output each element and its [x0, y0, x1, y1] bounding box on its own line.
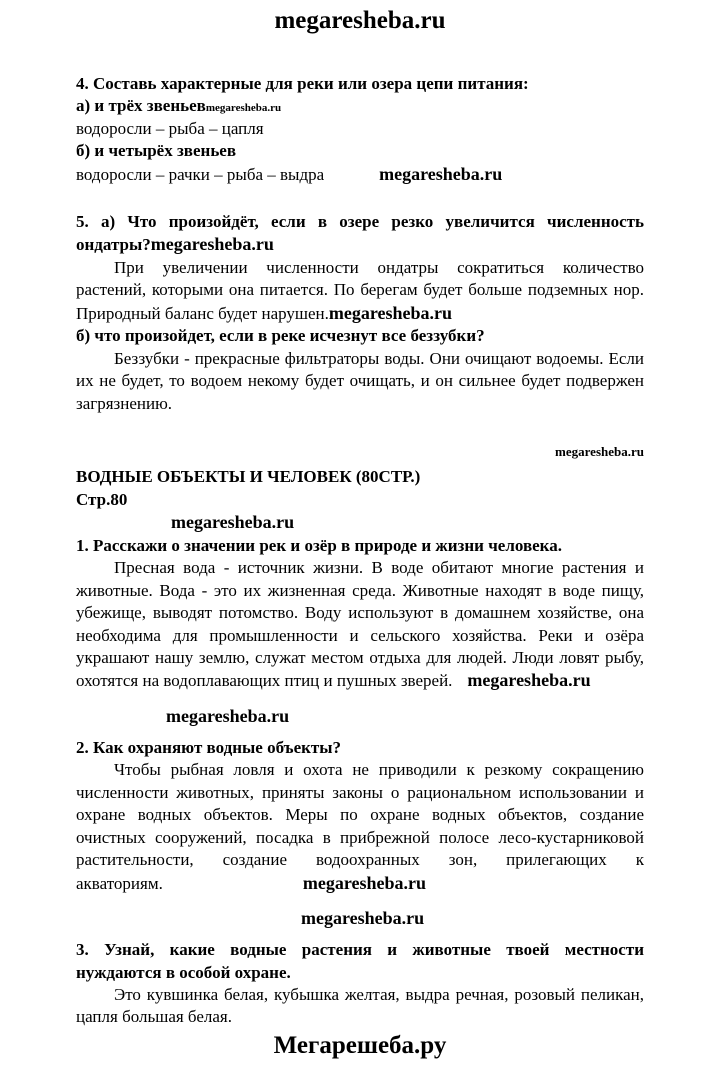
watermark-inline: megaresheba.ru — [467, 670, 591, 691]
watermark-inline: megaresheba.ru — [379, 163, 503, 184]
watermark-inline-small: megaresheba.ru — [205, 102, 282, 115]
watermark-line-center: megaresheba.ru — [301, 908, 425, 929]
page-ref-label: Стр.80 — [76, 489, 128, 509]
q4-chain-b-text: водоросли – рачки – рыба – выдра — [76, 164, 325, 184]
section-title: ВОДНЫЕ ОБЪЕКТЫ И ЧЕЛОВЕК (80СТР.) — [76, 467, 421, 487]
question-4-heading: 4. Составь характерные для реки или озера цепи питания: — [76, 74, 529, 93]
q2-answer-text: Чтобы рыбная ловля и охота не приводили к резкому сокращению численности животных, приняты законы о рациональном использовании и охране водных объектов. Меры по охране водных объектов, создание очистных сооружений, посадка в прибрежной полосе лесо-кустарниковой растительности, создание водоохранных зон, прилегающих к акваториям. — [76, 760, 644, 893]
question-5b-heading: б) что произойдет, если в реке исчезнут все беззубки? — [76, 326, 485, 346]
question-2-heading: 2. Как охраняют водные объекты? — [76, 737, 342, 757]
q4-chain-b — [76, 163, 644, 187]
watermark-line-right: megaresheba.ru — [555, 444, 644, 460]
question-5a-heading — [76, 211, 644, 257]
q4-item-b-label: б) и четырёх звеньев — [76, 141, 237, 161]
q1-answer — [76, 557, 644, 693]
water-objects-section — [76, 466, 644, 1029]
q5a-answer-text: При увеличении численности ондатры сократиться количество растений, которыми она питается. По берегам будет больше подземных нор. Природный баланс будет нарушен. — [76, 257, 644, 323]
q4-a-label-text: а) и трёх звеньев — [76, 96, 206, 116]
q4-chain-a: водоросли – рыба – цапля — [76, 118, 264, 138]
watermark-inline: megaresheba.ru — [328, 302, 453, 323]
question-1-heading: 1. Расскажи о значении рек и озёр в природе и жизни человека. — [76, 535, 562, 555]
question-3-heading: 3. Узнай, какие водные растения и животные твоей местности нуждаются в особой охране. — [76, 940, 644, 982]
q5b-answer: Беззубки - прекрасные фильтраторы воды. Они очищают водоемы. Если их не будет, то водоем некому будет очищать, и он сильнее будет подвержен загрязнению. — [76, 348, 644, 413]
question-4-section — [76, 73, 644, 187]
q5a-heading-text: 5. а) Что произойдёт, если в озере резко увеличится численность ондатры? — [76, 211, 644, 254]
watermark-inline: megaresheba.ru — [302, 872, 426, 893]
watermark-inline: megaresheba.ru — [150, 233, 274, 254]
site-footer-title: Мегарешеба.ру — [273, 1031, 447, 1059]
watermark-line-center: megaresheba.ru — [166, 706, 290, 727]
q2-answer — [76, 759, 644, 895]
site-header-title: megaresheba.ru — [274, 7, 446, 34]
q4-item-a-label — [76, 95, 644, 117]
q3-answer: Это кувшинка белая, кубышка желтая, выдра речная, розовый пеликан, цапля большая белая. — [76, 984, 644, 1027]
q1-answer-text: Пресная вода - источник жизни. В воде обитают многие растения и животные. Вода - это их жизненная среда. Животные находят в воде пищу, убежище, выводят потомство. Воду используют в домашнем хозяйстве, она необходима для промышленности и сельского хозяйства. Реки и озёра украшают нашу землю, служат местом отдыха для людей. Люди ловят рыбу, охотятся на водоплавающих птиц и пушных зверей. — [76, 558, 644, 691]
watermark-line-center: megaresheba.ru — [171, 512, 295, 533]
q5a-answer — [76, 257, 644, 326]
question-5-section — [76, 211, 644, 416]
